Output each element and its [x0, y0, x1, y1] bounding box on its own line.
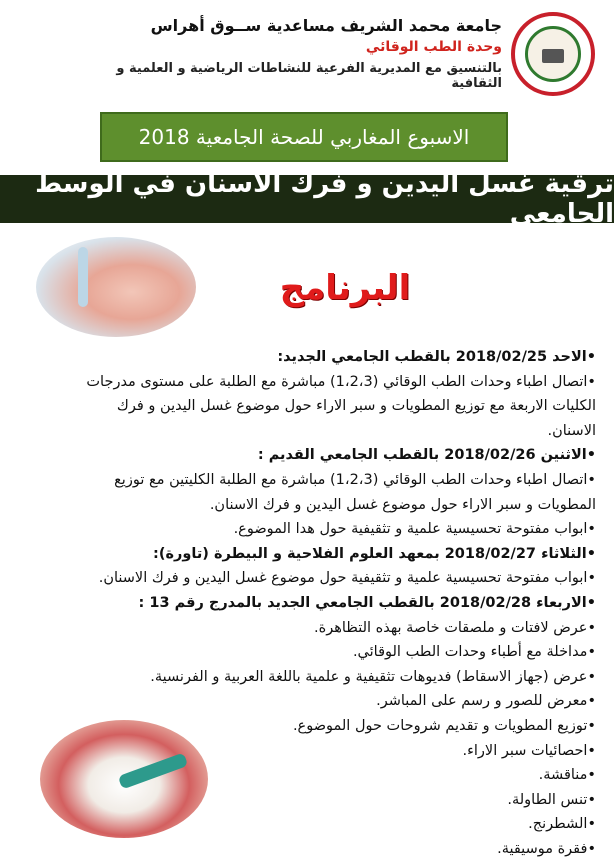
program-day-tuesday: •الثلاثاء 2018/02/27 بمعهد العلوم الفلاحية و البيطرة (تاورة):	[153, 545, 596, 562]
program-item: •عرض (جهاز الاسقاط) فديوهات تثقيفية و علمية باللغة العربية و الفرنسية.	[150, 668, 596, 685]
program-item: الكليات الاربعة مع توزيع المطويات و سبر الاراء حول موضوع غسل اليدين و فرك	[116, 398, 596, 415]
coordination-text: بالتنسيق مع المديرية الفرعية للنشاطات الرياضية و العلمية و الثقافية	[116, 61, 502, 91]
program-item: •اتصال اطباء وحدات الطب الوقائي (1،2،3) مباشرة مع الطلبة الكليتين مع توزيع	[114, 471, 596, 488]
program-item: •احصائيات سبر الاراء.	[462, 742, 596, 759]
program-item: المطويات و سبر الاراء حول موضوع غسل اليدين و فرك الاسنان.	[209, 496, 596, 513]
program-day-wednesday: •الاربعاء 2018/02/28 بالقطب الجامعي الجديد بالمدرج رقم 13 :	[138, 594, 596, 611]
program-day-sunday: •الاحد 2018/02/25 بالقطب الجامعي الجديد:	[277, 349, 596, 365]
program-item: •اتصال اطباء وحدات الطب الوقائي (1،2،3) مباشرة مع الطلبة على مستوى مدرجات	[86, 373, 596, 390]
program-item: الاسنان.	[547, 422, 596, 439]
book-icon	[542, 49, 564, 63]
program-item: •مناقشة.	[538, 767, 596, 784]
university-name: جامعة محمد الشريف مساعدية ســوق أهراس	[150, 16, 502, 35]
theme-title: ترقية غسل اليدين و فرك الأسنان في الوسط الجامعي	[35, 169, 614, 229]
event-title-box	[100, 112, 508, 162]
program-item: •فقرة موسيقية.	[497, 840, 596, 857]
program-item: •الشطرنج.	[528, 816, 596, 833]
logo-emblem-icon	[525, 26, 581, 82]
program-item: •معرض للصور و رسم على المباشر.	[376, 693, 596, 710]
water-stream-icon	[78, 247, 88, 307]
program-item: •مداخلة مع أطباء وحدات الطب الوقائي.	[352, 644, 596, 661]
university-logo	[511, 12, 595, 96]
program-item: •عرض لافتات و ملصقات خاصة بهذه التظاهرة.	[314, 619, 596, 636]
unit-name: وحدة الطب الوقائي	[365, 39, 502, 55]
program-item: •توزيع المطويات و تقديم شروحات حول الموضوع.	[292, 717, 596, 734]
header-text	[82, 16, 502, 91]
program-item: •ابواب مفتوحة تحسيسية علمية و تثقيفية حول هدا الموضوع.	[233, 521, 596, 538]
header	[0, 8, 614, 98]
program-item: •تنس الطاولة.	[507, 791, 596, 808]
program-day-monday: •الاثنين 2018/02/26 بالقطب الجامعي القديم :	[257, 447, 596, 464]
toothbrush-icon	[118, 752, 189, 789]
teeth-brushing-image	[40, 720, 208, 838]
theme-banner	[0, 169, 614, 229]
event-title: الاسبوع المغاربي للصحة الجامعية 2018	[138, 125, 470, 149]
program-item: •ابواب مفتوحة تحسيسية علمية و تثقيفية حول موضوع غسل اليدين و فرك الاسنان.	[98, 570, 596, 587]
handwashing-image	[36, 237, 196, 337]
program-heading: البرنامج	[279, 268, 411, 308]
